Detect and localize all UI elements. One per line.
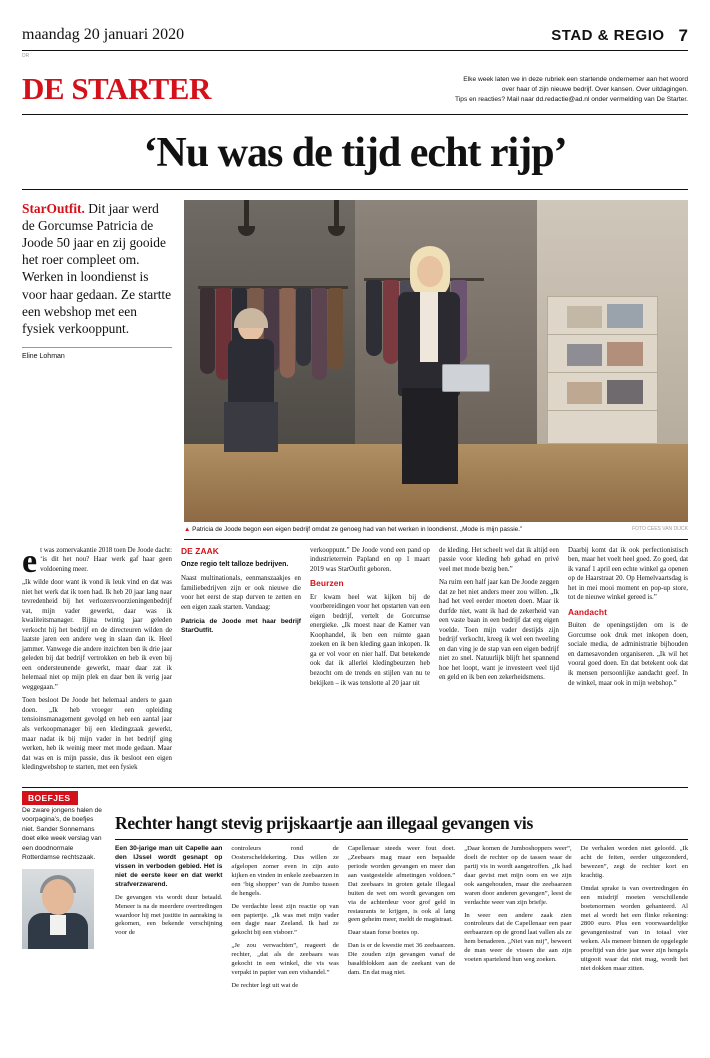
boefjes-paragraph: „Je zou verwachten”, reageert de rechter, „dat als de zeebaars was gekocht in een winkel, die vis was verpakt in papier van een vishandel.”	[231, 942, 339, 977]
tagline-line-2: over haar of zijn nieuwe bedrijf. Over kansen. Over uitdagingen.	[501, 86, 688, 94]
article-paragraph: et was zomervakantie 2018 toen De Joode dacht: ‘is dit het nou? Haar werk gaf haar geen voldoening meer.	[22, 542, 172, 580]
photo-shelf-line	[547, 372, 658, 374]
intro-column	[22, 200, 172, 540]
photo-person-trousers	[402, 388, 458, 484]
rubric-tagline	[455, 69, 688, 106]
boefjes-column-2	[231, 845, 338, 995]
photo-shelf-item	[607, 380, 642, 404]
photo-person-main	[380, 248, 476, 484]
boefjes-section	[22, 787, 688, 996]
article-paragraph: de kleding. Het scheelt wel dat ik altijd een passie voor kleding heb gehad en privé veel met mode bezig ben.”	[439, 546, 559, 573]
article-column-1	[22, 542, 172, 777]
photo-shelf-item	[567, 306, 602, 328]
boefjes-headline: Rechter hangt stevig prijskaartje aan illegaal gevangen vis	[115, 812, 533, 833]
article-subhead-beurzen: Beurzen	[310, 578, 344, 589]
lead-text: Dit jaar werd de Gorcumse Patricia de Joode 50 jaar en zij gooide het roer compleet om. Werken in loondienst is voor haar gedaan. Ze startte een webshop met een fysiek verkooppunt.	[22, 200, 172, 336]
boefjes-paragraph: De verhalen worden niet geloofd. „Ik acht de feiten, eerder uitgezonderd, bewezen”, zegt de rechter kort en krachtig.	[580, 844, 689, 879]
article-byline: Eline Lohman	[22, 347, 172, 360]
article-column-3	[310, 546, 430, 777]
photo-column	[184, 200, 688, 540]
photo-person-scarf	[420, 292, 438, 362]
boefjes-column-1	[115, 845, 222, 995]
boefjes-paragraph: De gevangen vis wordt duur betaald. Meneer is na de meerdere overtredingen waardoor hij met justitie in aanraking is gekomen, een bekende verschijning voor de	[115, 893, 223, 937]
boefjes-paragraph: controleurs rond de Oosterscheldekering. Dus willen ze afgelopen zomer even in zijn auto kijken en vinden in enkele zeebaarzen in een ‘big shopper’ van de Jumbo tussen de hengels.	[231, 844, 339, 897]
article-photo	[184, 200, 688, 522]
photo-shelf-item	[567, 382, 602, 404]
boefjes-column-5	[581, 845, 688, 995]
sidebar-kicker: Onze regio telt talloze bedrijven.	[181, 561, 289, 569]
article-paragraph: Er kwam heel wat kijken bij de voorbereidingen voor het opstarten van een eigen bedrijf, vertelt de Gorcumse energieke. „Ik moest naar de Kamer van Koophandel, ik ben een ruimte gaan zoeken en ik ben kleding gaan inkopen. Ik ga er vol voor en nier half. Dat betekende ook dat ik allerlei kledingbeurzen heb bezocht om de trends en stijlen van nu te bekijken – ik was tenslotte al 20 jaar uit	[310, 593, 430, 687]
photo-credit: FOTO CEES VAN DIJCK	[632, 525, 688, 532]
photo-lamp-left	[244, 200, 249, 226]
boefjes-standfirst: De zware jongens halen de voorpagina’s, de boefjes niet. Sander Sonnemans doet elke week verslag van een doodnormale Rotterdamse rechtszaak.	[22, 806, 102, 862]
photo-person-head	[417, 256, 443, 287]
boefjes-paragraph: Een 30-jarige man uit Capelle aan den IJssel wordt gesnapt op vissen in verboden gebied. Het is niet de eerste keer en dat werkt strafverzwarend.	[115, 844, 223, 888]
issue-date: maandag 20 januari 2020	[22, 26, 185, 43]
portrait-head	[42, 879, 74, 915]
boefjes-column-4	[464, 845, 571, 995]
caption-marker-icon: ▲	[184, 525, 191, 533]
article-paragraph: verkooppunt.” De Joode vond een pand op industrieterrein Papland en op 1 maart 2019 was StarOutfit geboren.	[310, 546, 430, 573]
photo-garment	[296, 288, 311, 366]
photo-shelf-item	[607, 304, 642, 328]
photo-shelf-line	[547, 334, 658, 336]
lead-brand: StarOutfit.	[22, 200, 85, 216]
photo-shelf-item	[607, 342, 642, 366]
photo-garment	[312, 288, 327, 380]
article-paragraph: Buiten de openingstijden om is de Gorcumse ook druk met inkopen doen, sociale media, de administratie bijhouden en damesavonden organiseren. „Ik wil het vooral goed doen. En dat betekent ook dat ik mensen persoonlijke aandacht geef. In de winkel, maar ook in mijn webshop.”	[568, 622, 688, 687]
photo-caption	[184, 522, 688, 540]
article-headline: ‘Nu was de tijd echt rijp’	[22, 115, 688, 190]
boefjes-paragraph: „Daar komen de Jumboshoppers weer”, doelt de rechter op de tassen waar de partij vis in wordt aangetroffen. „Ik had daar gevist met mijn oom en we zijn ook aangehouden, maar die zeebaarzen waren door anderen gevangen”, leest de verdachte weer van zijn briefje.	[464, 844, 572, 906]
photo-person-seated	[220, 312, 282, 452]
boefjes-column-3	[348, 845, 455, 995]
photo-garment	[200, 288, 215, 374]
boefjes-paragraph: De verdachte leest zijn reactie op van een papiertje. „Ik was met mijn vader een dagje naar Zeeland. Ik had ze gekocht bij een visboer.”	[231, 902, 339, 937]
boefjes-paragraph: Capellenaar steeds weer fout doet. „Zeebaars mag maar een bepaalde periode worden gevangen en meer dan aan vastgestelde afmetingen voldoen.” Dat zeebaars in groten getale illegaal buiten de wet om wordt gevangen om via de achterdeur voor grof geld in restaurants te krijgen, is ook al lang geen geheim meer, meldt de magistraat.	[347, 844, 456, 924]
article-column-5	[568, 546, 688, 777]
intro-row	[22, 190, 688, 540]
tagline-line-1: Elke week laten we in deze rubriek een startende ondernemer aan het woord	[463, 76, 688, 83]
boefjes-paragraph: In weer een andere zaak zien controleurs dat de Capellenaar een paar eerbaarzen op de grond laat vallen als ze hem benaderen. „Niet van mij”, beweert de man weer de vissen die aan zijn voeten spartelend hun weg zoeken.	[464, 911, 572, 964]
sidebar-subject: Patricia de Joode met haar bedrijf StarOutfit.	[181, 617, 301, 634]
boefjes-label: BOEFJES	[22, 791, 78, 805]
boefjes-body	[22, 806, 688, 996]
boefjes-sidebar	[22, 806, 106, 996]
photo-shelf-item	[567, 344, 602, 366]
article-column-2	[181, 546, 301, 777]
article-lead	[22, 200, 172, 337]
boefjes-paragraph: Daar staan forse boetes op.	[347, 929, 420, 937]
photo-lamp-mid	[334, 200, 339, 226]
photo-garment	[328, 288, 343, 370]
sidebar-text: Naast multinationals, eenmanszaakjes en familiebedrijven zijn er ook nieuwe die voor het eerst de stap durven te zetten en een eigen zaak starten. Vandaag:	[181, 575, 301, 611]
rubric-masthead	[22, 59, 688, 115]
page-topbar	[22, 26, 688, 51]
article-paragraph: Daarbij komt dat ik ook perfectionistisch ben, maar het voelt heel goed. Zo goed, dat ik vanaf 1 april een echte winkel ga openen op de Haarstraat 20. Op Hemelvaartsdag is het in mei mooi moment en pop-up store, tot de nieuwe winkel gereed is.”	[568, 546, 688, 602]
article-body	[22, 540, 688, 777]
photo-laptop	[442, 364, 490, 392]
photo-person-legs	[224, 402, 278, 452]
tagline-line-3: Tips en reacties? Mail naar dd.redactie@ad.nl onder vermelding van De Starter.	[455, 96, 688, 104]
boefjes-columns	[115, 839, 688, 995]
article-paragraph: Toen besloot De Joode het helemaal anders te gaan doen. „Ik heb vroeger een opleiding tensioinsmanagement gevolgd en heb een aantal jaar als verkoopmanager bij een kledingzaak gewerkt, maar nadat ik bij mijn vader in het bedrijf ging werken, heb ik weinig meer met mode gedaan. Maar dat was en is mijn passie, dus ik besloot een eigen kledingwebshop te starten, met een fysiek	[22, 697, 172, 772]
article-subhead-aandacht: Aandacht	[568, 606, 607, 617]
folio-mark: DR	[22, 53, 30, 59]
article-paragraph: Na ruim een half jaar kan De Joode zeggen dat ze het niet anders meer zou willen. „Ik had het veel eerder moeten doen. Maar ik durfde niet, want ik had de zekerheid van een vaste baan in een bedrijf dat erg eigen voelde. Toen mijn vader destijds zijn bedrijf verkocht, kreeg ik wel een tweeling en dan ving je de stap van een eigen bedrijf niet zo snel. Natuurlijk blijft het spannend hoe het loopt, want je investeert veel tijd en geld en ik ben een zekerheidsmens.	[439, 579, 559, 682]
boefjes-paragraph: Omdat sprake is van overtredingen én een misdrijf moeten verschillende boetenormen worden gehanteerd. Al met al wordt het een flinke rekening: 2800 euro. Plus een voorwaardelijke gevangenisstraf van in totaal vier weken. Als meneer binnen de opgelegde proeftijd van drie jaar weer zijn hengels uitgooit waar dat niet mag, wordt het niet dokken maar zitten.	[580, 884, 689, 973]
section-title: STAD & REGIO	[551, 27, 665, 44]
boefjes-paragraph: Dan is er de kwestie met 36 zeebaarzen. Die zouden zijn gevangen vanaf de basaltblokken aan de zeekant van de dam. En dat mag niet.	[347, 942, 456, 977]
photo-shelf-line	[547, 410, 658, 412]
photo-garment	[280, 288, 295, 378]
article-paragraph: „Ik wilde door want ik vond ik leuk vind en dat was niet het werk dat ik toen had. Ik heb 20 jaar lang naar tevredenheid bij het verlozersvoorzieningenbedrijf vat, mijn vader gewerkt, daar was ik kwaliteitsmanager. Bijna twintig jaar geleden verkocht hij het bedrijf en de directeuren wilden de laatste jaren een andere weg in slaan dan ik. Heel jammer. Vanwege die andere inzichten ben ik drie jaar geleden bij dat bedrijf vertrokken en heb ik even bij een ondersteunende gewerkt, maar daar zat ik helemaal niet op mijn plek en daar ben ik verig jaar weggegaan.”	[22, 579, 172, 691]
caption-text: Patricia de Joode begon een eigen bedrijf omdat ze genoeg had van het werken in loondienst. „Mode is mijn passie.”	[192, 525, 523, 533]
columnist-portrait	[22, 869, 94, 949]
boefjes-header	[22, 788, 688, 806]
sidebar-title-dezaak: DE ZAAK	[181, 545, 219, 556]
rubric-logo: DE STARTER	[22, 71, 211, 106]
portrait-shirt	[50, 915, 66, 935]
article-column-4	[439, 546, 559, 777]
boefjes-paragraph: De rechter legt uit wat de	[231, 982, 299, 990]
photo-person-body	[228, 339, 274, 409]
page-number: 7	[678, 26, 688, 45]
